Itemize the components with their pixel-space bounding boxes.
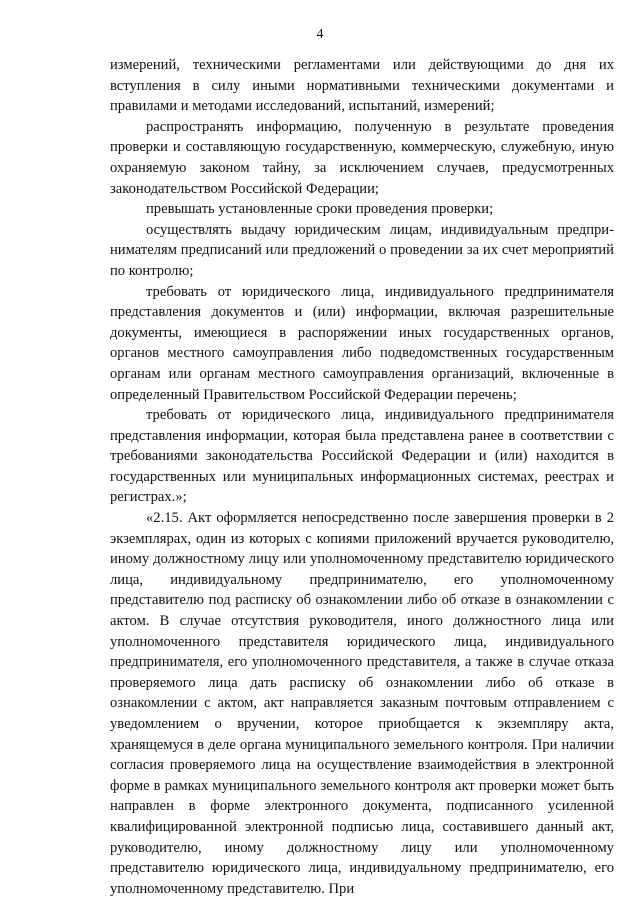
paragraph-measurements-continuation: измерений, техническими регламентами или действующими до дня их вступления в силу иными нормативными техническими документами и правилами и методами исследований, испытаний, измерений; [110, 57, 614, 115]
paragraph-disclose-secret-information: распространять информацию, полученную в результате проведения проверки и составляющую государственную, коммерческую, служебную, иную охраняемую законом тайну, за исключением случаев, предусмотренных законодательством Российской Федерации; [110, 118, 614, 197]
paragraph-require-information: требовать от юридического лица, индивидуального предпринимателя представления информации, которая была представлена ранее в соответствии с требованиями законодательства Российской Федерации и (или) находится в государственных или муниципальных информационных системах, реестрах и регистрах.»; [110, 407, 614, 506]
paragraph-2-15-act: «2.15. Акт оформляется непосредственно после завершения проверки в 2 экземплярах, один из которых с копиями приложений вручается руководителю, иному должностному лицу или уполномоченному представителю юридического лица, индивидуальному предпринимателю, его уполномоченному представителю под расписку об ознакомлении либо об отказе в ознакомлении с актом. В случае отсутствия руководителя, иного должностного лица или уполномоченного представителя юридического лица, индивидуального предпринимателя, его уполномоченного представителя, а также в случае отказа проверяемого лица дать расписку об ознакомлении либо об отказе в ознакомлении с актом, акт направляется заказным почтовым отправлением с уведомлением о вручении, которое приобщается к экземпляру акта, хранящемуся в деле органа муниципального земельного контроля. При наличии согласия проверяемого лица на осуществление взаимодействия в электронной форме в рамках муниципального земельного контроля акт проверки может быть направлен в форме электронного документа, подписанного усиленной квалифицированной электронной подписью лица, составившего данный акт, руководителю, иному должностному лицу или уполномоченному представителю юридического лица, индивидуальному предпринимателю, его уполномоченному представителю. При [110, 510, 614, 897]
paragraph-exceed-inspection-terms: превышать установленные сроки проведения проверки; [146, 201, 494, 218]
paragraph-require-documents: требовать от юридического лица, индивидуального предпринимателя представления документов и (или) информации, включая разрешительные документы, имеющиеся в распоряжении иных государственных органов, органов местного самоуправления либо подведомственных государственным органам или органам местного самоуправления организаций, включенные в определенный Правительством Российской Федерации перечень; [110, 283, 614, 403]
document-body [110, 55, 614, 899]
page-number: 4 [316, 27, 324, 42]
paragraph-issue-prescriptions: осуществлять выдачу юридическим лицам, индивидуальным предпринимателям предписаний или предложений о проведении за их счет мероприятий по контролю; [110, 221, 614, 279]
